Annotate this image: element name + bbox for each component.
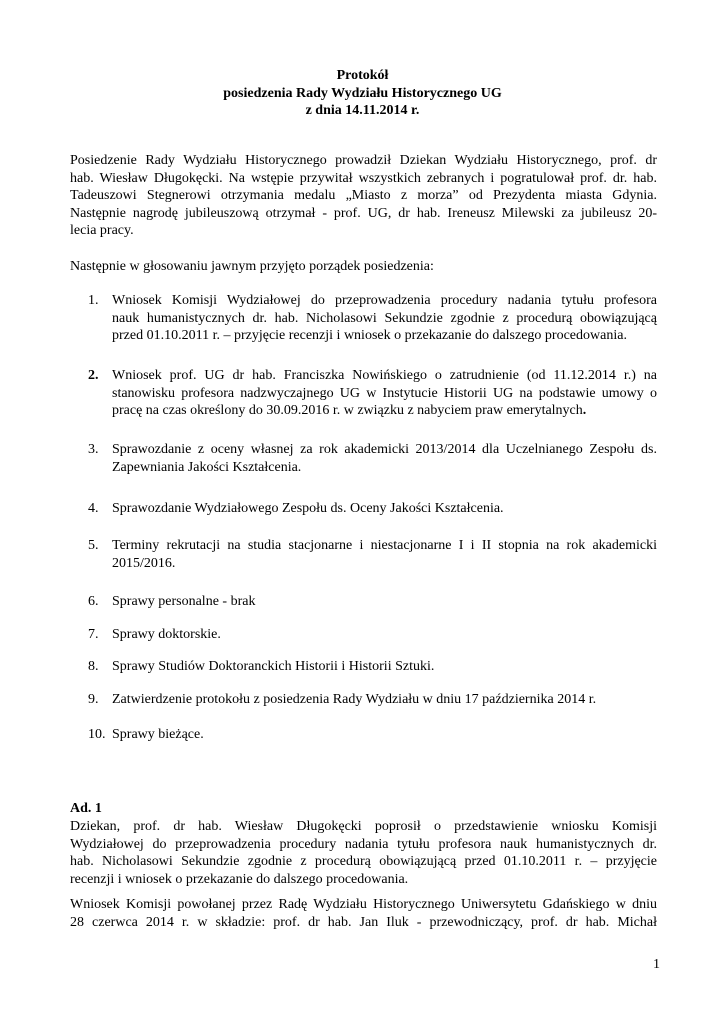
agenda-item [88,292,657,345]
agenda-item-line: Zatwierdzenie protokołu z posiedzenia Rady Wydziału w dniu 17 października 2014 r. [112,692,597,707]
agenda-item-number: 8. [88,659,99,674]
intro-line: Posiedzenie Rady Wydziału Historycznego prowadził Dziekan Wydziału Historycznego, prof. dr [70,153,657,168]
agenda-item-line: Sprawozdanie z oceny własnej za rok akademicki 2013/2014 dla Uczelnianego Zespołu ds. [112,442,657,457]
page-number: 1 [653,957,660,972]
agenda-item-bold-period: . [582,403,587,419]
agenda-item-number: 10. [88,727,106,742]
agenda-item-line: stanowisku profesora nadzwyczajnego UG w Instytucie Historii UG na podstawie umowy o [112,385,657,401]
agenda-item-line: nauk humanistycznych dr. hab. Nicholasowi Sekundzie zgodnie z procedurą obowiązującą [112,310,657,326]
ad1-line: recenzji i wniosek o przekazanie do dalszego procedowania. [70,871,409,887]
agenda-item-line: Sprawozdanie Wydziałowego Zespołu ds. Oceny Jakości Kształcenia. [112,501,504,516]
agenda-item-line: Zapewniania Jakości Kształcenia. [112,459,302,475]
agenda-item-line: Sprawy doktorskie. [112,627,221,642]
agenda-item-line: Wniosek prof. UG dr hab. Franciszka Nowińskiego o zatrudnienie (od 11.12.2014 r.) na [112,368,657,383]
intro-paragraph [70,152,657,240]
agenda-item-number: 4. [88,501,99,516]
intro-line: Następnie nagrodę jubileuszową otrzymał - prof. UG, dr hab. Ireneusz Milewski za jubileusz 20- [70,205,657,221]
ad1-line: Wydziałowej do przeprowadzenia procedury nadania tytułu profesora nauk humanistycznych dr. [70,836,657,852]
agenda-item-line: Sprawy bieżące. [112,727,204,742]
ad1-line: hab. Nicholasowi Sekundzie zgodnie z procedurą obowiązującą przed 01.10.2011 r. – przyjęcie [70,854,657,870]
ad1-paragraph-1 [70,818,657,888]
ad1-line: 28 czerwca 2014 r. w składzie: prof. dr hab. Jan Iluk - przewodniczący, prof. dr hab. Michał [70,914,657,930]
intro-line: Tadeuszowi Stegnerowi otrzymania medalu „Miasto z morza” od Prezydenta miasta Gdynia. [70,188,657,204]
agenda-item-number: 6. [88,594,99,609]
agenda-item-line: przed 01.10.2011 r. – przyjęcie recenzji i wniosek o przekazanie do dalszego procedowania. [112,328,627,344]
title-line-2: posiedzenia Rady Wydziału Historycznego UG [223,85,502,101]
agenda-item [88,441,657,476]
title-line-3: z dnia 14.11.2014 r. [305,103,420,119]
agenda-intro: Następnie w głosowaniu jawnym przyjęto porządek posiedzenia: [70,259,434,274]
agenda-item-line: 2015/2016. [112,555,176,571]
document-title [0,67,725,120]
agenda-item-line: Terminy rekrutacji na studia stacjonarne i niestacjonarne I i II stopnia na rok akademicki [112,538,657,553]
intro-line: lecia pracy. [70,223,134,239]
agenda-item [88,367,657,420]
agenda-item [88,537,657,572]
ad1-line: Wniosek Komisji powołanej przez Radę Wydziału Historycznego Uniwersytetu Gdańskiego w dniu [70,897,657,912]
ad1-line: Dziekan, prof. dr hab. Wiesław Długokęcki poprosił o przedstawienie wniosku Komisji [70,819,657,834]
agenda-item [88,691,657,709]
agenda-item [88,626,657,644]
agenda-item-number: 9. [88,692,99,707]
agenda-item-number: 2. [88,368,99,383]
ad1-paragraph-2 [70,896,657,931]
agenda-item [88,500,657,518]
agenda-item [88,658,657,676]
agenda-item-number: 1. [88,293,99,308]
agenda-item-line: Wniosek Komisji Wydziałowej do przeprowadzenia procedury nadania tytułu profesora [112,293,657,308]
title-line-1: Protokół [336,68,389,83]
agenda-item-number: 3. [88,442,99,457]
agenda-item-line: Sprawy Studiów Doktoranckich Historii i Historii Sztuki. [112,659,435,674]
intro-line: hab. Wiesław Długokęcki. Na wstępie przywitał wszystkich zebranych i pogratulował prof. dr. hab. [70,170,657,186]
section-heading-ad1: Ad. 1 [70,801,102,816]
agenda-item-number: 5. [88,538,99,553]
agenda-item-number: 7. [88,627,99,642]
agenda-item-line: pracę na czas określony do 30.09.2016 r. w związku z nabyciem praw emerytalnych [112,403,583,419]
agenda-item [88,593,657,611]
agenda-item [88,726,657,744]
agenda-item-line: Sprawy personalne - brak [112,594,256,609]
